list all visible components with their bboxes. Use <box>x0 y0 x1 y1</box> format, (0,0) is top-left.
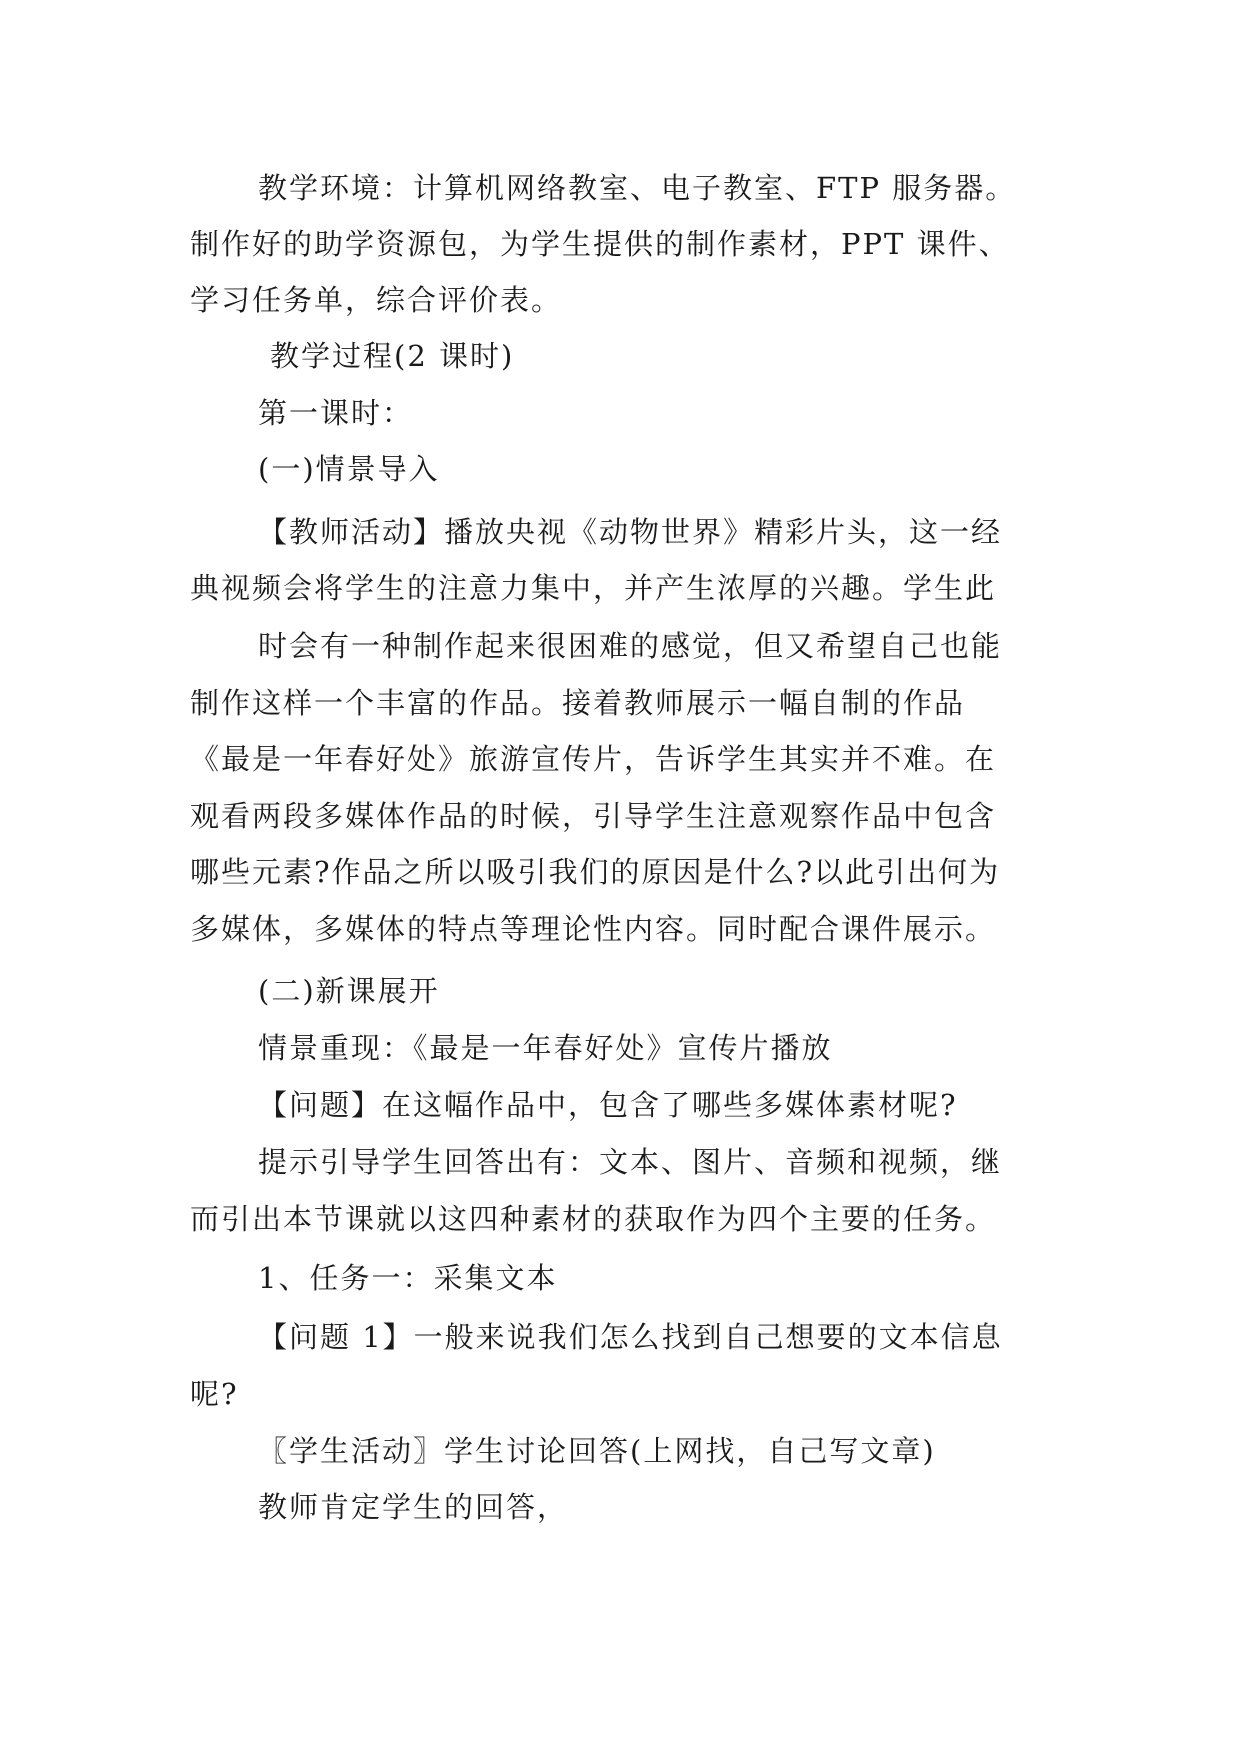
text-line: 多媒体，多媒体的特点等理论性内容。同时配合课件展示。 <box>190 912 997 946</box>
text-line: 哪些元素?作品之所以吸引我们的原因是什么?以此引出何为 <box>190 855 1001 889</box>
section-heading: 教学过程(2 课时) <box>270 339 515 373</box>
text-line: 制作好的助学资源包，为学生提供的制作素材，PPT 课件、 <box>190 227 1010 261</box>
section-heading: (二)新课展开 <box>258 974 440 1008</box>
text-line: 提示引导学生回答出有：文本、图片、音频和视频，继 <box>258 1145 1003 1179</box>
section-heading: 第一课时： <box>258 396 414 430</box>
text-line: 〖学生活动〗学生讨论回答(上网找，自己写文章) <box>258 1434 936 1468</box>
text-line: 《最是一年春好处》旅游宣传片，告诉学生其实并不难。在 <box>190 742 997 776</box>
text-line: 学习任务单，综合评价表。 <box>190 283 563 317</box>
section-heading: (一)情景导入 <box>258 452 440 486</box>
text-line: 而引出本节课就以这四种素材的获取作为四个主要的任务。 <box>190 1202 997 1236</box>
text-line: 制作这样一个丰富的作品。接着教师展示一幅自制的作品 <box>190 686 966 720</box>
section-heading: 1、任务一：采集文本 <box>258 1261 558 1295</box>
text-line: 典视频会将学生的注意力集中，并产生浓厚的兴趣。学生此 <box>190 571 997 605</box>
text-line: 【问题】在这幅作品中，包含了哪些多媒体素材呢? <box>258 1088 958 1122</box>
text-line: 教学环境：计算机网络教室、电子教室、FTP 服务器。 <box>258 171 1017 205</box>
text-line: 时会有一种制作起来很困难的感觉，但又希望自己也能 <box>258 629 1003 663</box>
text-line: 情景重现：《最是一年春好处》宣传片播放 <box>258 1031 833 1065</box>
text-line: 呢? <box>190 1377 239 1411</box>
text-line: 【问题 1】一般来说我们怎么找到自己想要的文本信息 <box>258 1320 1003 1354</box>
text-line: 观看两段多媒体作品的时候，引导学生注意观察作品中包含 <box>190 799 997 833</box>
text-line: 教师肯定学生的回答， <box>258 1490 569 1524</box>
text-line: 【教师活动】播放央视《动物世界》精彩片头，这一经 <box>258 515 1003 549</box>
